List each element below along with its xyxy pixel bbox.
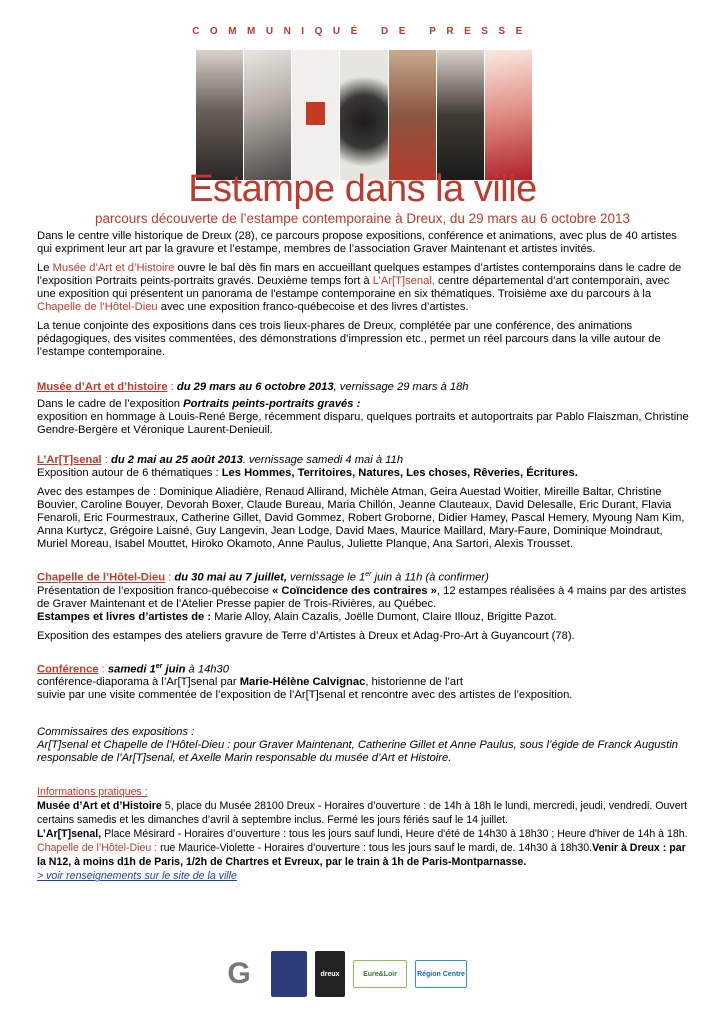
city-site-link[interactable]: > voir renseignements sur le site de la ville	[37, 870, 237, 883]
artwork-image	[340, 50, 387, 180]
artwork-image	[292, 50, 339, 180]
page-subtitle: parcours découverte de l’estampe contemporaine à Dreux, du 29 mars au 6 octobre 2013	[94, 211, 631, 226]
artwork-strip	[196, 50, 532, 180]
section-heading: L’Ar[T]senal	[37, 454, 102, 466]
section-heading: Chapelle de l’Hôtel-Dieu	[37, 571, 166, 584]
document-body	[37, 230, 689, 883]
section-heading: Informations pratiques :	[37, 786, 148, 799]
section-heading: Musée d’Art et d’histoire	[37, 381, 168, 393]
region-centre-logo: Région Centre	[415, 960, 467, 988]
graver-maintenant-logo: G	[215, 951, 263, 997]
section-chapelle: Chapelle de l’Hôtel-Dieu : du 30 mai au 7 juillet, vernissage le 1er juin à 11h (à confirmer) Présentation de l’exposition franco-québecoise « Coïncidence des contraires », 12 estampes réalisées à 4 mains par des artistes de Graver Maintenant et de l’Atelier Presse papier de Trois-Rivières, au Québec. Estampes et livres d’artistes de : Marie Alloy, Alain Cazalis, Joëlle Dumont, Claire Illouz, Brigitte Pazot. Exposition des estampes des ateliers gravure de Terre d’Artistes à Dreux et Adag-Pro-Art à Guyancourt (78).	[37, 571, 687, 642]
chapelle-ref: Chapelle de l’Hôtel-Dieu	[37, 301, 158, 313]
artwork-image	[485, 50, 532, 180]
press-kicker: COMMUNIQUÉ DE PRESSE	[192, 26, 533, 37]
musee-ref: Musée d’Art et d’Histoire	[52, 262, 175, 274]
dreux-logo: dreux	[315, 951, 345, 997]
artwork-image	[437, 50, 484, 180]
section-musee: Musée d’Art et d’histoire : du 29 mars au 6 octobre 2013, vernissage 29 mars à 18h Dans le cadre de l’exposition Portraits peints-portraits gravés : exposition en hommage à Louis-René Berge, récemment disparu, quelques portraits et autoportraits par Pablo Flaiszman, Christine Gendre-Bergère et Véronique Laurent-Denieuil.	[37, 381, 689, 436]
arsenal-ref: L’Ar[T]senal,	[372, 275, 435, 287]
section-conference: Conférence : samedi 1er juin à 14h30 conférence-diaporama à l’Ar[T]senal par Marie-Hélène Calvignac, historienne de l’art suivie par une visite commentée de l’exposition de l’Ar[T]senal et rencontre avec des artistes de l’exposition.	[37, 662, 573, 702]
intro-paragraph: La tenue conjointe des expositions dans ces trois lieux-phares de Dreux, complétée par une conférence, des animations pédagogiques, des visites commentées, des démonstrations d’impression etc., permet un réel parcours dans la ville autour de l’estampe contemporaine.	[37, 320, 661, 358]
section-heading: Conférence	[37, 663, 99, 676]
section-commissaires: Commissaires des expositions : Ar[T]senal et Chapelle de l’Hôtel-Dieu : pour Graver Maintenant, Catherine Gillet et Anne Paulus, sous l’égide de Franck Augustin responsable de l’Ar[T]senal, et Axelle Marin responsable du musée d’Art et Histoire.	[37, 726, 678, 765]
artwork-image	[389, 50, 436, 180]
section-arsenal: L’Ar[T]senal : du 2 mai au 25 août 2013. vernissage samedi 4 mai à 11h Exposition autour de 6 thématiques : Les Hommes, Territoires, Natures, Les choses, Rêveries, Écritures. Avec des estampes de : Dominique Aliadière, Renaud Allirand, Michèle Atman, Geira Auestad Woitier, Mireille Baltar, Christine Bouvier, Caroline Bouyer, Devorah Boxer, Claude Bureau, Maria Chillón, Jeanne Clauteaux, David Delesalle, Eric Durant, Flavia Fenaroli, Eric Fourmestraux, Catherine Gillet, David Gommez, Robert Groborne, Didier Hamey, Pascal Hemery, Myoung Nam Kim, Anna Kurtycz, Grégoire Laisné, Guy Langevin, Jean Lodge, David Maes, Maurice Maillard, Mary-Faure, Dominique Moindraut, Muriel Moreau, Isabel Mouttet, Hiroko Okamoto, Anne Paulus, Juliette Planque, Ana Sartori, Alexis Trousset.	[37, 454, 685, 550]
page-title: Estampe dans la ville	[188, 168, 537, 210]
city-crest-logo	[271, 951, 307, 997]
partner-logos	[215, 945, 515, 1003]
eure-et-loir-logo: Eure&Loir	[353, 960, 407, 988]
artwork-image	[196, 50, 243, 180]
artwork-image	[244, 50, 291, 180]
intro-paragraph: Dans le centre ville historique de Dreux (28), ce parcours propose expositions, conférence et animations, avec plus de 40 artistes qui expriment leur art par la gravure et l’estampe, membres de l’association Graver Maintenant et artistes invités.	[37, 230, 677, 255]
intro-paragraph: Le Musée d’Art et d’Histoire ouvre le bal dès fin mars en accueillant quelques estampes d’artistes contemporains dans le cadre de l’exposition Portraits peints-portraits gravés. Deuxième temps fort à L’Ar[T]senal, centre départemental d’art contemporain, avec une exposition qui présentent un panorama de l'estampe contemporaine en six thématiques. Troisième axe du parcours à la Chapelle de l’Hôtel-Dieu avec une exposition franco-québecoise et des livres d’artistes.	[37, 262, 682, 313]
section-info: Informations pratiques : Musée d’Art et d’Histoire 5, place du Musée 28100 Dreux - Horaires d’ouverture : de 14h à 18h le lundi, mercredi, jeudi, vendredi. Ouvert certains samedis et les dimanches d’avril à septembre inclus. Fermé les jours fériés sauf le 14 juillet. L’Ar[T]senal, Place Mésirard - Horaires d’ouverture : tous les jours sauf lundi, Heure d'été de 14h30 à 18h30 ; Heure d'hiver de 14h à 18h. Chapelle de l’Hôtel-Dieu : rue Maurice-Violette - Horaires d’ouverture : tous les jours sauf le mardi, de. 14h30 à 18h30.Venir à Dreux : par la N12, à moins d1h de Paris, 1/2h de Chartres et Evreux, par le train à 1h de Paris-Montparnasse. > voir renseignements sur le site de la ville	[37, 786, 688, 883]
